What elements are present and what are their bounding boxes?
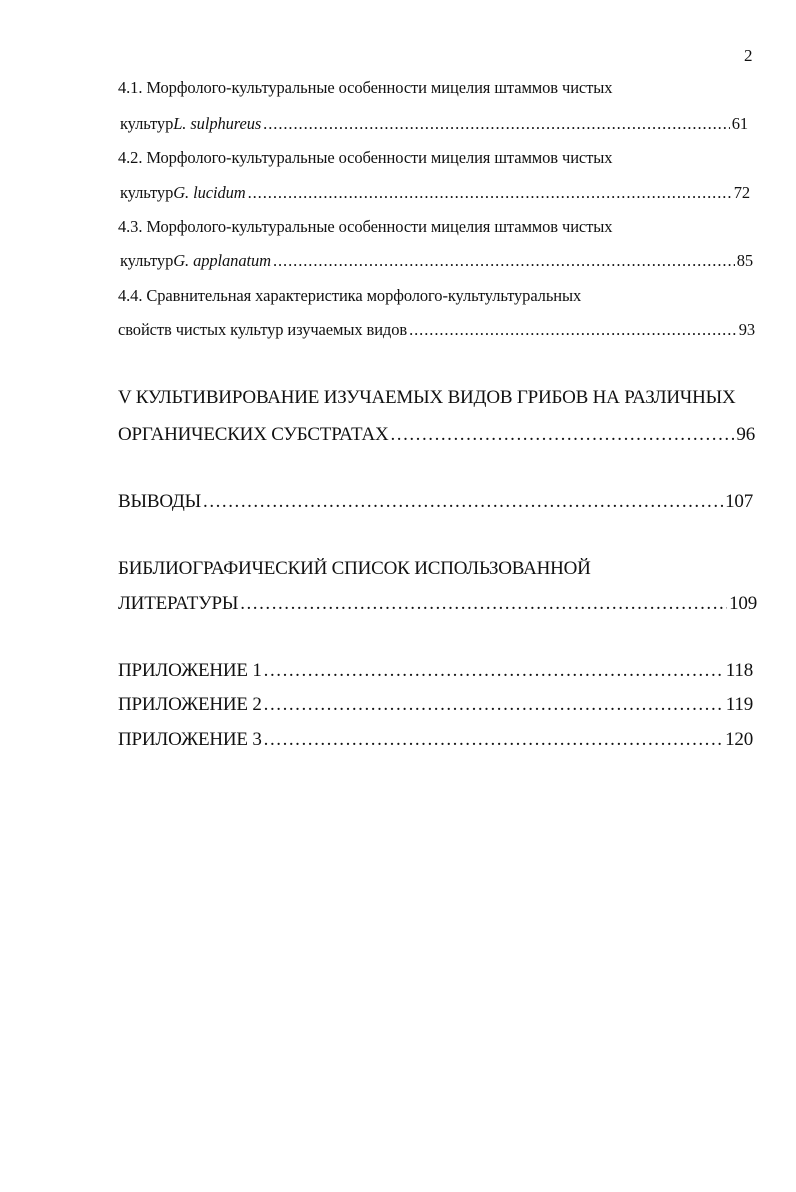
toc-page-number: 120 [725, 729, 753, 750]
dot-leader [409, 320, 737, 340]
dot-leader [240, 593, 727, 615]
toc-entry-text: свойств чистых культур изучаемых видов [118, 320, 408, 339]
toc-appendix-label: ПРИЛОЖЕНИЕ 2 [118, 694, 262, 715]
dot-leader [248, 183, 732, 203]
toc-page-number: 107 [725, 491, 753, 512]
toc-entry-4-2-title[interactable] [118, 148, 758, 168]
toc-entry-prefix: культур [120, 183, 174, 202]
toc-page-number: 85 [736, 251, 753, 270]
toc-appendix-1[interactable] [118, 660, 753, 682]
toc-entry-prefix: культур [120, 251, 174, 270]
toc-chapter-5-title[interactable] [118, 387, 758, 409]
toc-entry-4-4-continuation[interactable] [118, 320, 755, 340]
toc-page-number: 93 [738, 320, 755, 339]
toc-page-number: 61 [731, 114, 748, 133]
toc-entry-title: 4.2. Морфолого-культуральные особенности мицелия штаммов чистых [118, 148, 613, 167]
dot-leader [390, 424, 734, 446]
dot-leader [273, 251, 735, 271]
toc-chapter-text: ЛИТЕРАТУРЫ [118, 593, 239, 614]
toc-page-number: 119 [725, 694, 753, 715]
toc-entry-4-2-continuation[interactable] [120, 183, 750, 203]
dot-leader [264, 694, 724, 716]
toc-bibliography-title[interactable] [118, 558, 758, 580]
toc-page-number: 109 [729, 593, 757, 614]
dot-leader [203, 491, 723, 513]
species-name: L. sulphureus [173, 114, 262, 133]
toc-page-number: 72 [733, 183, 750, 202]
page-number: 2 [744, 46, 753, 65]
toc-entry-4-1-title[interactable] [118, 78, 758, 98]
dot-leader [263, 114, 730, 134]
toc-appendix-label: ПРИЛОЖЕНИЕ 3 [118, 729, 262, 750]
toc-entry-4-3-title[interactable] [118, 217, 758, 237]
toc-appendix-3[interactable] [118, 729, 753, 751]
dot-leader [264, 729, 723, 751]
toc-chapter-title: V КУЛЬТИВИРОВАНИЕ ИЗУЧАЕМЫХ ВИДОВ ГРИБОВ НА РАЗЛИЧНЫХ [118, 387, 736, 408]
toc-chapter-title: БИБЛИОГРАФИЧЕСКИЙ СПИСОК ИСПОЛЬЗОВАННОЙ [118, 558, 591, 579]
toc-bibliography-continuation[interactable] [118, 593, 757, 615]
toc-chapter-5-continuation[interactable] [118, 424, 755, 446]
toc-entry-4-1-continuation[interactable] [120, 114, 748, 134]
toc-entry-title: 4.3. Морфолого-культуральные особенности мицелия штаммов чистых [118, 217, 613, 236]
species-name: G. applanatum [173, 251, 271, 270]
toc-appendix-label: ПРИЛОЖЕНИЕ 1 [118, 660, 262, 681]
toc-page-number: 96 [736, 424, 755, 445]
species-name: G. lucidum [173, 183, 246, 202]
toc-chapter-title: ВЫВОДЫ [118, 491, 202, 512]
toc-conclusions[interactable] [118, 491, 753, 513]
toc-entry-title: 4.4. Сравнительная характеристика морфолого-культультуральных [118, 286, 582, 305]
toc-entry-4-3-continuation[interactable] [120, 251, 753, 271]
toc-entry-prefix: культур [120, 114, 174, 133]
toc-page-number: 118 [725, 660, 753, 681]
dot-leader [264, 660, 724, 682]
toc-entry-title: 4.1. Морфолого-культуральные особенности мицелия штаммов чистых [118, 78, 613, 97]
toc-chapter-text: ОРГАНИЧЕСКИХ СУБСТРАТАХ [118, 424, 389, 445]
toc-entry-4-4-title[interactable] [118, 286, 758, 306]
toc-appendix-2[interactable] [118, 694, 753, 716]
